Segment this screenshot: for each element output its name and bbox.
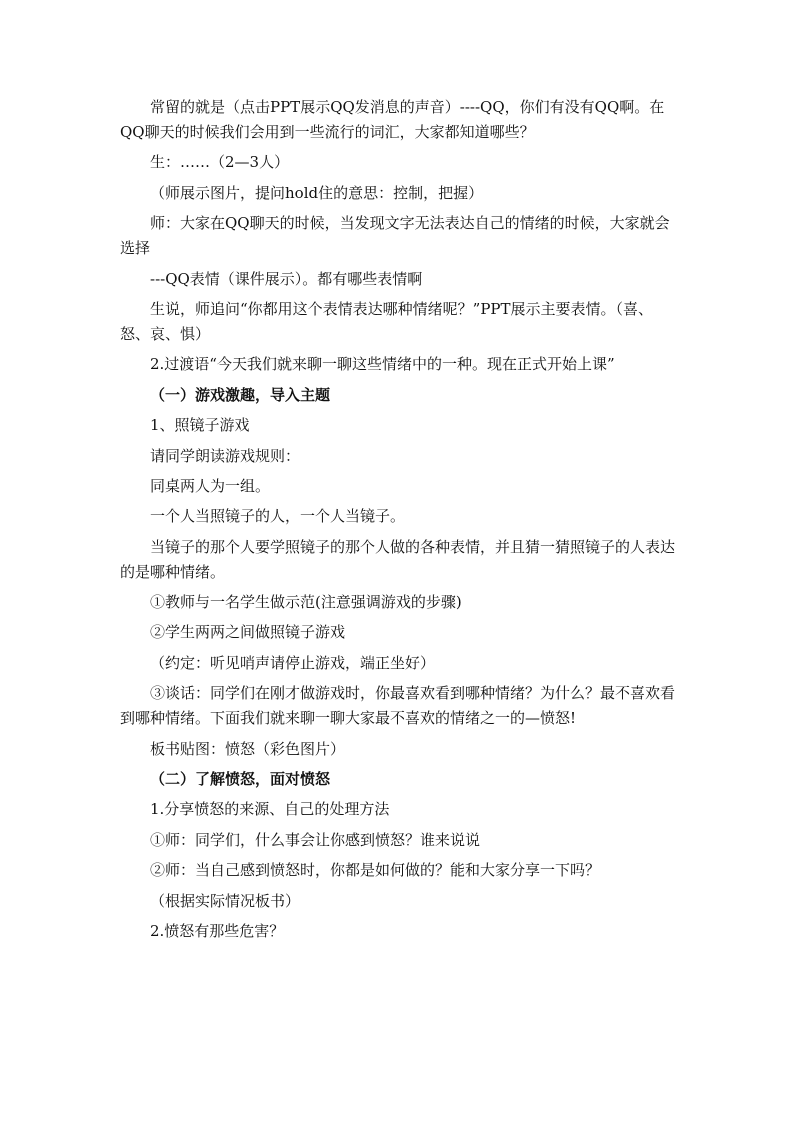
paragraph: 1、照镜子游戏	[150, 416, 250, 435]
paragraph: 请同学朗读游戏规则：	[150, 446, 301, 465]
paragraph: ①教师与一名学生做示范(注意强调游戏的步骤)	[150, 593, 462, 612]
paragraph: 一个人当照镜子的人，一个人当镜子。	[150, 507, 406, 526]
paragraph: 1.分享愤怒的来源、自己的处理方法	[150, 800, 390, 819]
section-heading: （二）了解愤怒，面对愤怒	[150, 770, 331, 789]
paragraph: ②师：当自己感到愤怒时，你都是如何做的？能和大家分享一下吗？	[150, 861, 601, 880]
paragraph: （师展示图片，提问hold住的意思：控制，把握）	[150, 183, 484, 202]
paragraph: ③谈话：同学们在刚才做游戏时，你最喜欢看到哪种情绪？为什么？最不喜欢看到哪种情绪。下面我们就来聊一聊大家最不喜欢的情绪之一的—愤怒!	[120, 684, 676, 728]
paragraph: 师：大家在QQ聊天的时候，当发现文字无法表达自己的情绪的时候，大家就会选择	[120, 214, 670, 258]
paragraph: 当镜子的那个人要学照镜子的那个人做的各种表情，并且猜一猜照镜子的人表达的是哪种情绪。	[120, 537, 676, 581]
paragraph: 生说，师追问“你都用这个表情表达哪种情绪呢？”PPT展示主要表情。（喜、怒、哀、惧）	[120, 299, 654, 343]
paragraph: （根据实际情况板书）	[150, 891, 301, 910]
paragraph: 2.过渡语“今天我们就来聊一聊这些情绪中的一种。现在正式开始上课”	[150, 355, 615, 374]
paragraph: 板书贴图：愤怒（彩色图片）	[150, 739, 346, 758]
section-heading: （一）游戏激趣，导入主题	[150, 385, 331, 404]
paragraph: 同桌两人为一组。	[150, 476, 271, 495]
paragraph: ②学生两两之间做照镜子游戏	[150, 623, 346, 642]
paragraph: 生：……（2—3人）	[150, 153, 290, 172]
paragraph: （约定：听见哨声请停止游戏，端正坐好）	[150, 653, 436, 672]
document-body	[120, 95, 676, 949]
paragraph: 常留的就是（点击PPT展示QQ发消息的声音）----QQ，你们有没有QQ啊。在QQ聊天的时候我们会用到一些流行的词汇，大家都知道哪些？	[120, 98, 665, 141]
paragraph: 2.愤怒有那些危害？	[150, 921, 285, 940]
paragraph: ---QQ表情（课件展示）。都有哪些表情啊	[150, 269, 423, 288]
paragraph: ①师：同学们，什么事会让你感到愤怒？谁来说说	[150, 830, 481, 849]
